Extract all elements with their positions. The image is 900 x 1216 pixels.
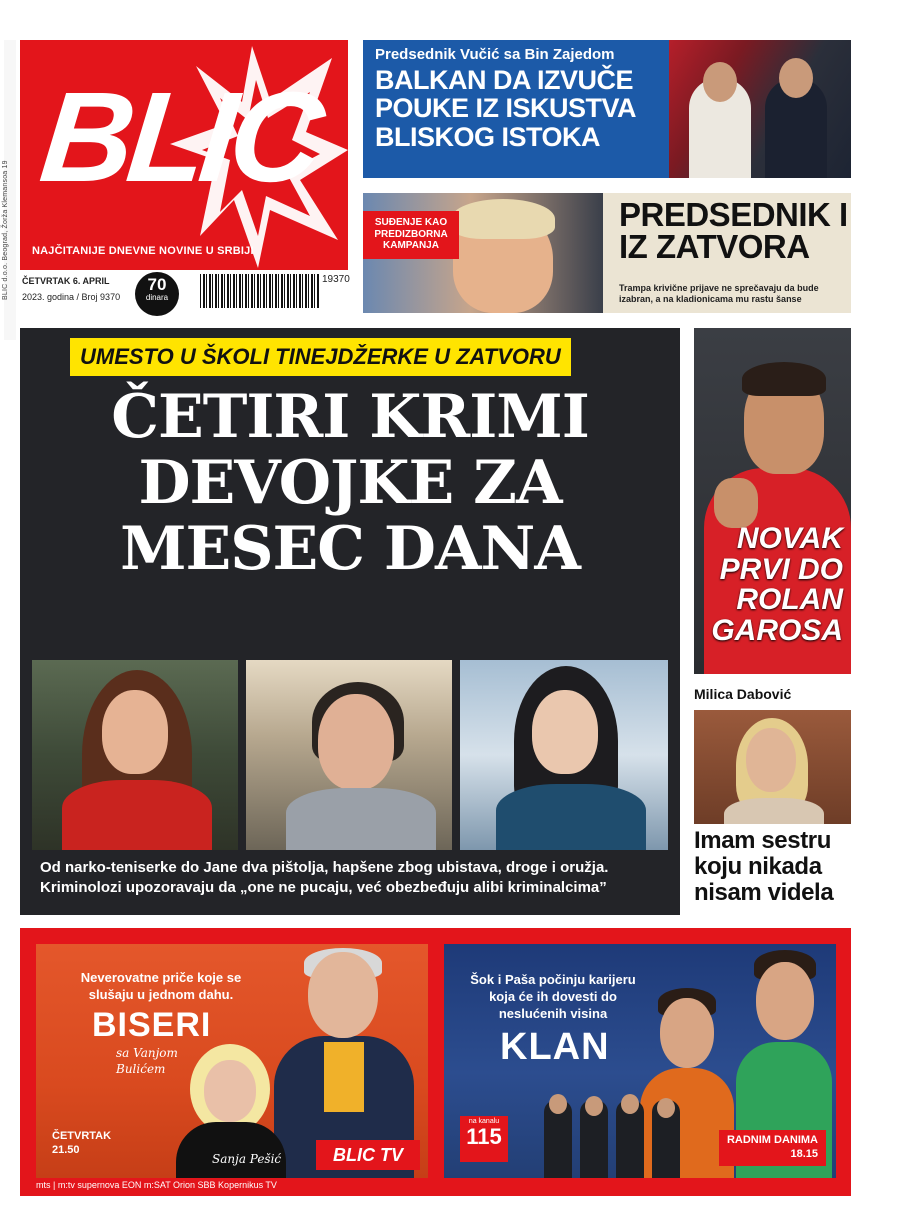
story-novak[interactable] [694, 328, 851, 674]
ad-biseri[interactable] [36, 944, 428, 1178]
milica-face [746, 728, 796, 792]
masthead-logo [20, 40, 348, 270]
price-badge [135, 272, 179, 316]
story-milica-photo[interactable] [694, 710, 851, 824]
ad-biseri-signature: Sanja Pešić [212, 1152, 282, 1166]
novak-hair [742, 362, 826, 396]
face [102, 690, 168, 774]
body [62, 780, 212, 850]
main-story-caption: Od narko-teniserke do Jane dva pištolja, hapšene zbog ubistava, droge i oružja. Kriminolozi upozoravaju da „one ne pucaju, već obezbeđuju alibi kriminalcima” [40, 859, 609, 896]
ad-klan-intro: Šok i Paša počinju karijeru koja će ih dovesti do neslućenih visina [470, 972, 636, 1021]
trump-hair [451, 199, 555, 239]
ad-klan-channel-label: na kanalu [468, 1118, 500, 1125]
story-trump-badge: SUĐENJE KAO PREDIZBORNA KAMPANJA [363, 211, 459, 259]
price-value: 70 [147, 275, 167, 294]
story-vucic[interactable] [363, 40, 851, 178]
ad-biseri-schedule [52, 1130, 111, 1158]
actor-face [660, 998, 714, 1068]
issue-date: ČETVRTAK 6. APRIL [22, 276, 110, 286]
ad-biseri-title: BISERI [92, 1006, 212, 1044]
ad-klan-channel-number: 115 [466, 1124, 502, 1149]
story-novak-headline-text: NOVAK PRVI DO ROLAN GAROSA [711, 522, 843, 647]
logo-wordmark: BLIC [34, 66, 325, 209]
face [318, 694, 394, 790]
actor-face [756, 962, 814, 1040]
ad-klan[interactable] [444, 944, 836, 1178]
face [532, 690, 598, 774]
ad-klan-schedule [719, 1130, 826, 1166]
main-photo-3 [460, 660, 668, 850]
story-vucic-headline: BALKAN DA IZVUČE POUKE IZ ISKUSTVA BLISKOG ISTOKA [375, 65, 636, 152]
barcode [200, 274, 320, 308]
ad-klan-channel [460, 1116, 508, 1162]
main-story-kicker: UMESTO U ŠKOLI TINEJDŽERKE U ZATVORU [70, 338, 571, 376]
host-shirt [324, 1042, 364, 1112]
main-story[interactable] [20, 328, 680, 915]
ad-biseri-day: ČETVRTAK [52, 1130, 112, 1142]
story-milica-name: Milica Dabović [694, 686, 792, 702]
guest-body [176, 1122, 286, 1178]
ad-biseri-subtitle: sa Vanjom Bulićem [116, 1046, 178, 1076]
story-vucic-photo [669, 40, 851, 178]
story-novak-headline [703, 524, 843, 646]
guest-face [204, 1060, 256, 1122]
story-trump-headline: PREDSEDNIK I IZ ZATVORA [619, 196, 848, 266]
main-photo-2 [246, 660, 452, 850]
person-head [779, 58, 813, 98]
issue-number: 2023. godina / Broj 9370 [22, 292, 121, 302]
side-strip-text: BLIC d.o.o. Beograd, Žorža Klemansoa 19 [2, 160, 9, 300]
person-head [703, 62, 737, 102]
body [496, 784, 646, 850]
ad-biseri-intro: Neverovatne priče koje se slušaju u jednom dahu. [80, 970, 242, 1002]
group-head [549, 1094, 567, 1114]
main-photo-1 [32, 660, 238, 850]
blic-tv-logo: BLIC TV [316, 1140, 420, 1170]
price-currency: dinara [145, 293, 169, 302]
body [286, 788, 436, 850]
ad-biseri-time: 21.50 [52, 1143, 80, 1156]
story-vucic-kicker: Predsednik Vučić sa Bin Zajedom [375, 46, 615, 63]
ad-klan-days: RADNIM DANIMA [726, 1134, 818, 1146]
story-trump[interactable] [363, 193, 851, 313]
group-head [585, 1096, 603, 1116]
novak-fist [714, 478, 758, 528]
ad-klan-group [540, 1094, 690, 1178]
story-trump-subhead: Trampa krivične prijave ne sprečavaju da bude izabran, a na kladionicama mu rastu šanse [619, 283, 819, 304]
group-head [621, 1094, 639, 1114]
barcode-number: 19370 [322, 274, 350, 285]
logo-tagline: NAJČITANIJE DNEVNE NOVINE U SRBIJI [32, 245, 254, 257]
milica-body [724, 798, 824, 824]
ad-klan-title: KLAN [500, 1026, 610, 1068]
issue-info [20, 272, 348, 314]
group-head [657, 1098, 675, 1118]
provider-strip: mts | m:tv supernova EON m:SAT Orion SBB Kopernikus TV [36, 1180, 277, 1190]
host-face [308, 952, 378, 1038]
ad-klan-time: 18.15 [790, 1147, 818, 1160]
story-milica-headline[interactable]: Imam sestru koju nikada nisam videla [694, 827, 834, 906]
main-story-headline: ČETIRI KRIMI DEVOJKE ZA MESEC DANA [111, 382, 589, 584]
